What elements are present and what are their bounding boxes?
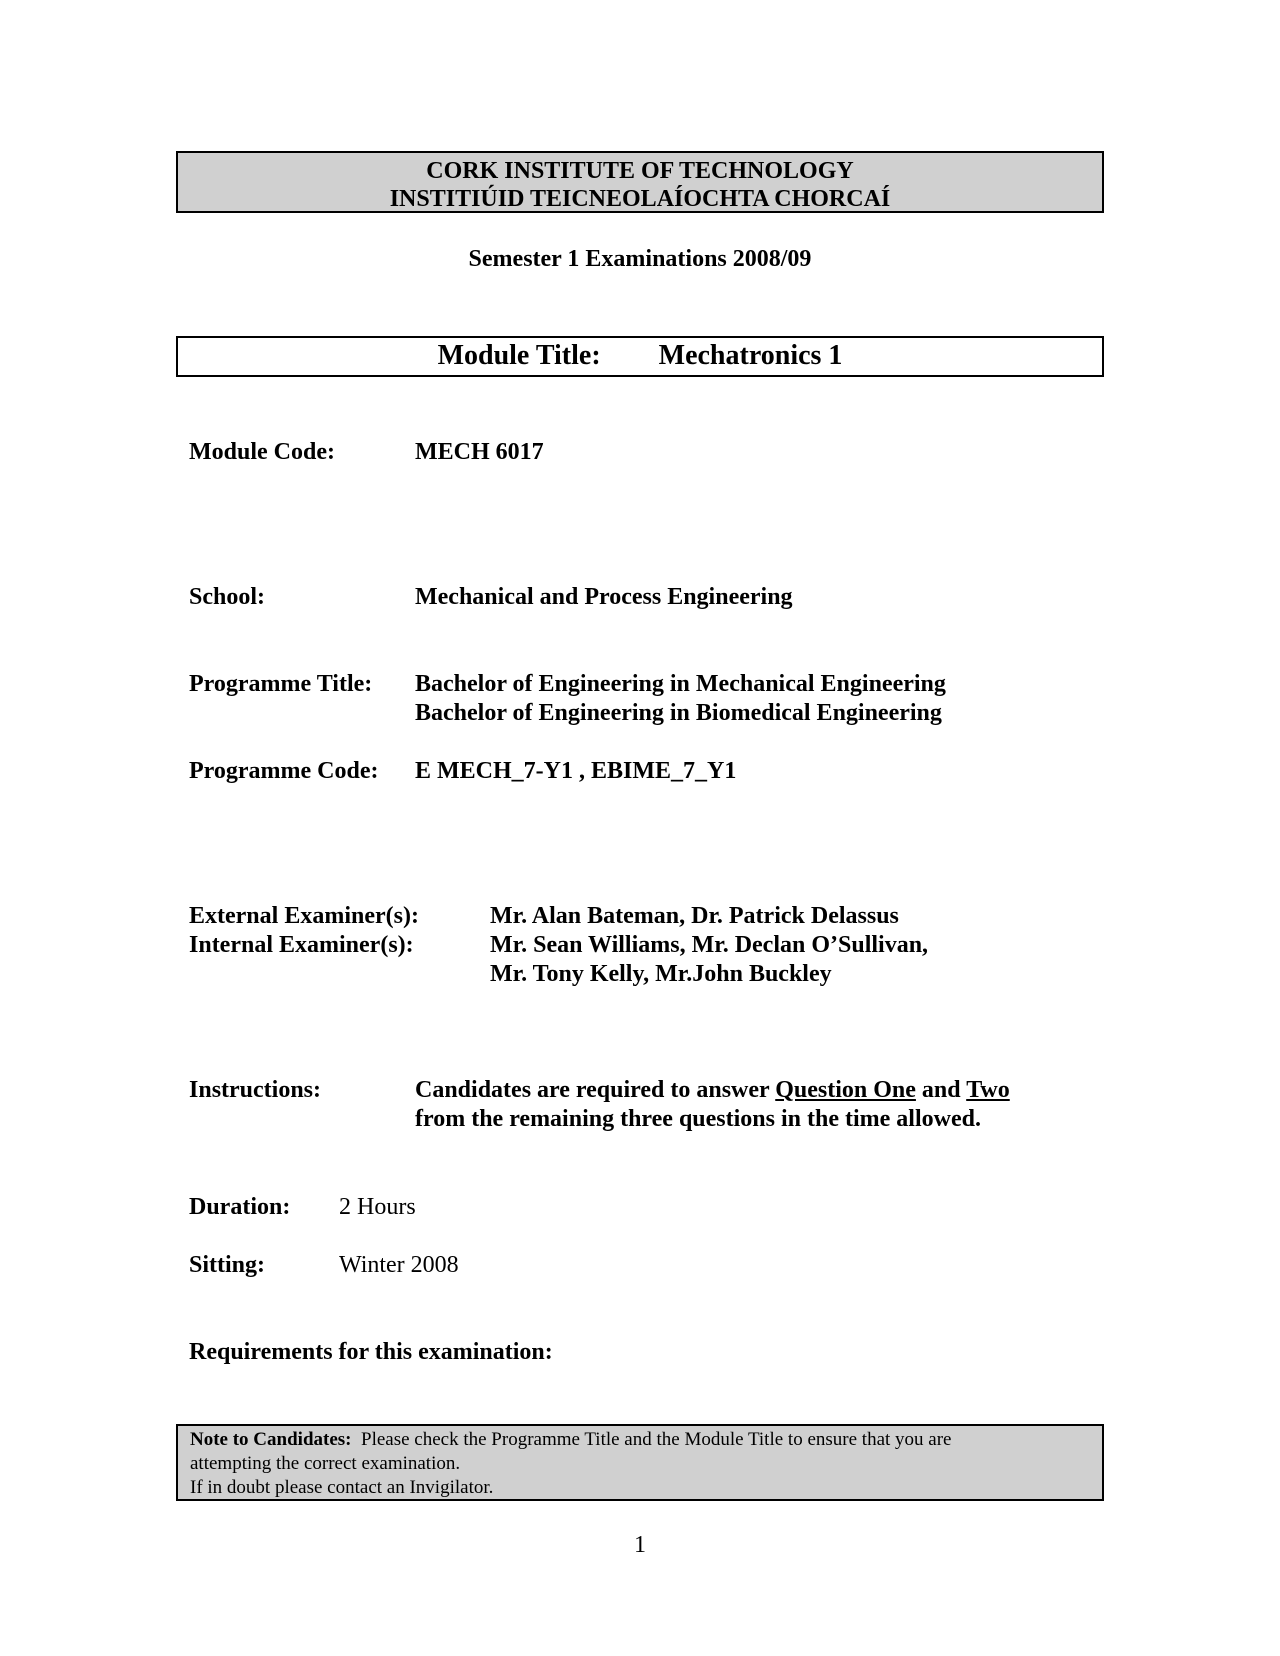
- school-value: Mechanical and Process Engineering: [415, 584, 793, 610]
- note-label: Note to Candidates:: [190, 1429, 352, 1450]
- semester-title: Semester 1 Examinations 2008/09: [468, 246, 812, 272]
- internal-examiners-label: Internal Examiner(s):: [189, 932, 414, 958]
- programme-code-value: E MECH_7-Y1 , EBIME_7_Y1: [415, 758, 737, 784]
- institute-name-irish: INSTITIÚID TEICNEOLAÍOCHTA CHORCAÍ: [389, 186, 891, 212]
- note-line-3: If in doubt please contact an Invigilator.: [190, 1477, 494, 1498]
- module-code-value: MECH 6017: [415, 439, 544, 465]
- duration-value: 2 Hours: [339, 1194, 416, 1220]
- sitting-value: Winter 2008: [339, 1252, 459, 1278]
- instructions-question-two: Two: [966, 1077, 1010, 1103]
- module-code-label: Module Code:: [189, 439, 335, 465]
- page-number: 1: [634, 1532, 646, 1558]
- note-line-1: [190, 1428, 1102, 1452]
- instructions-question-one: Question One: [775, 1077, 916, 1103]
- instructions-line-2: from the remaining three questions in the time allowed.: [415, 1106, 981, 1132]
- duration-label: Duration:: [189, 1194, 291, 1220]
- programme-code-label: Programme Code:: [189, 758, 379, 784]
- programme-title-value-2: Bachelor of Engineering in Biomedical Engineering: [415, 700, 942, 726]
- instructions-text-1: Candidates are required to answer: [415, 1077, 776, 1103]
- sitting-label: Sitting:: [189, 1252, 266, 1278]
- module-title-value: Mechatronics 1: [658, 340, 843, 371]
- external-examiners-label: External Examiner(s):: [189, 903, 419, 929]
- instructions-text-2: and: [915, 1077, 967, 1103]
- external-examiners-value: Mr. Alan Bateman, Dr. Patrick Delassus: [490, 903, 899, 929]
- note-line-2: attempting the correct examination.: [190, 1453, 461, 1474]
- requirements-label: Requirements for this examination:: [189, 1339, 553, 1365]
- note-text-1: Please check the Programme Title and the Module Title to ensure that you are: [351, 1429, 952, 1450]
- module-title-box: [176, 336, 1104, 377]
- institute-name-english: CORK INSTITUTE OF TECHNOLOGY: [426, 158, 854, 184]
- school-label: School:: [189, 584, 266, 610]
- instructions-line-1: [415, 1076, 1010, 1105]
- programme-title-value-1: Bachelor of Engineering in Mechanical Engineering: [415, 671, 946, 697]
- programme-title-label: Programme Title:: [189, 671, 373, 697]
- module-title-label: Module Title:: [437, 340, 601, 371]
- note-to-candidates-box: [176, 1424, 1104, 1501]
- instructions-label: Instructions:: [189, 1077, 322, 1103]
- institute-header: [176, 151, 1104, 213]
- internal-examiners-value-1: Mr. Sean Williams, Mr. Declan O’Sullivan,: [490, 932, 929, 958]
- internal-examiners-value-2: Mr. Tony Kelly, Mr.John Buckley: [490, 961, 832, 987]
